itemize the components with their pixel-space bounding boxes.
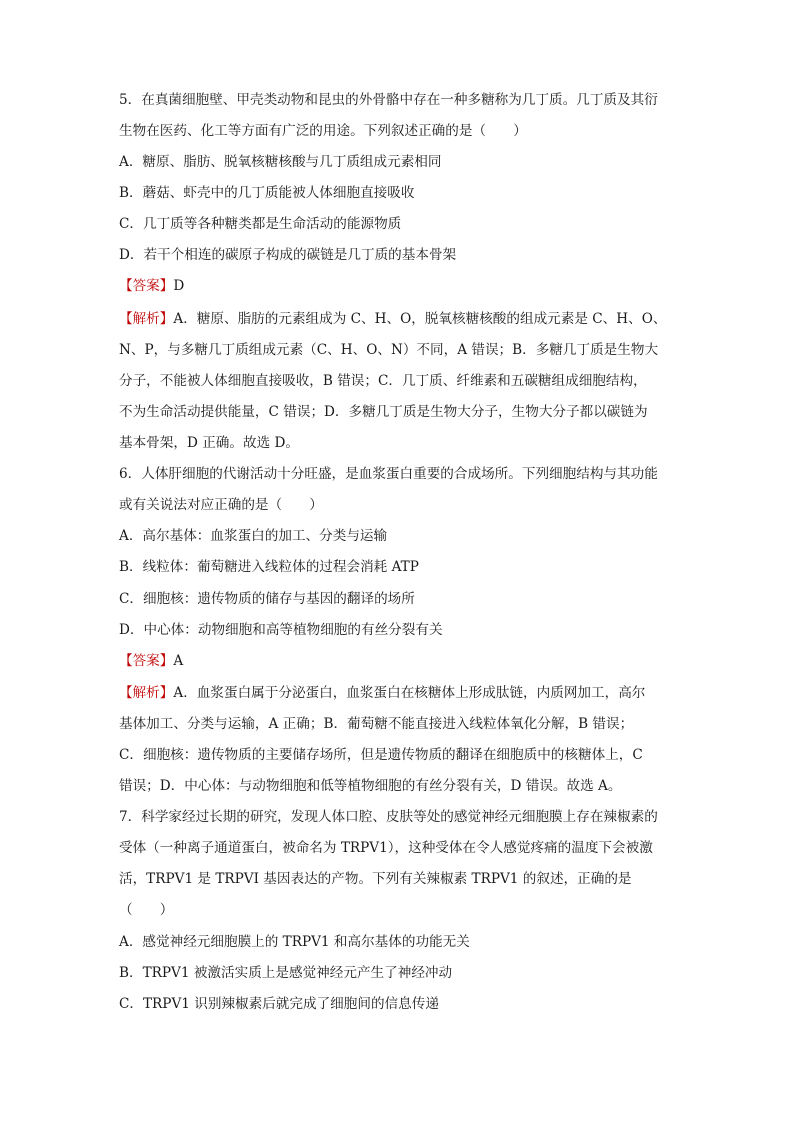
q7-stem-line-3: 活，TRPV1 是 TRPVI 基因表达的产物。下列有关辣椒素 TRPV1 的叙述，正确的是: [119, 871, 632, 887]
analysis-tag: 【解析】: [119, 311, 174, 327]
analysis-tag: 【解析】: [119, 685, 174, 701]
q5-stem-line-1: 5．在真菌细胞壁、甲壳类动物和昆虫的外骨骼中存在一种多糖称为几丁质。几丁质及其衍: [119, 92, 658, 108]
q6-analysis-line-2: 基体加工、分类与运输，A 正确；B．葡萄糖不能直接进入线粒体氧化分解，B 错误；: [119, 716, 634, 732]
q6-analysis-line-1: [119, 683, 645, 703]
q6-analysis-line-4: 错误；D．中心体：与动物细胞和低等植物细胞的有丝分裂有关，D 错误。故选 A。: [119, 778, 622, 794]
q6-option-d: D．中心体：动物细胞和高等植物细胞的有丝分裂有关: [119, 622, 443, 638]
q5-analysis-line-3: 分子，不能被人体细胞直接吸收，B 错误；C．几丁质、纤维素和五碳糖组成细胞结构，: [119, 373, 647, 389]
q7-option-b: B．TRPV1 被激活实质上是感觉神经元产生了神经冲动: [119, 965, 453, 981]
q7-option-c: C．TRPV1 识别辣椒素后就完成了细胞间的信息传递: [119, 996, 439, 1012]
answer-tag: 【答案】: [119, 653, 174, 669]
q5-option-d: D．若干个相连的碳原子构成的碳链是几丁质的基本骨架: [119, 247, 457, 263]
answer-value: D: [173, 278, 185, 294]
q6-option-b: B．线粒体：葡萄糖进入线粒体的过程会消耗 ATP: [119, 559, 419, 575]
q5-option-b: B．蘑菇、虾壳中的几丁质能被人体细胞直接吸收: [119, 185, 415, 201]
q5-analysis-line-1: [119, 309, 666, 329]
q7-stem-line-1: 7．科学家经过长期的研究，发现人体口腔、皮肤等处的感觉神经元细胞膜上存在辣椒素的: [119, 809, 658, 825]
answer-value: A: [173, 653, 184, 669]
q6-stem-line-1: 6．人体肝细胞的代谢活动十分旺盛，是血浆蛋白重要的合成场所。下列细胞结构与其功能: [119, 466, 658, 482]
q7-stem-line-2: 受体（一种离子通道蛋白，被命名为 TRPV1），这种受体在令人感觉疼痛的温度下会被激: [119, 840, 653, 856]
analysis-text: A．糖原、脂肪的元素组成为 C、H、O，脱氧核糖核酸的组成元素是 C、H、O、: [173, 311, 667, 327]
q6-stem-line-2: 或有关说法对应正确的是（ ）: [119, 497, 323, 513]
answer-tag: 【答案】: [119, 278, 174, 294]
q5-answer: [119, 276, 184, 296]
q6-analysis-line-3: C．细胞核：遗传物质的主要储存场所，但是遗传物质的翻译在细胞质中的核糖体上，C: [119, 747, 643, 763]
q6-option-c: C．细胞核：遗传物质的储存与基因的翻译的场所: [119, 591, 415, 607]
q5-stem-line-2: 生物在医药、化工等方面有广泛的用途。下列叙述正确的是（ ）: [119, 123, 527, 139]
q7-stem-line-4: （ ）: [119, 902, 174, 918]
q6-answer: [119, 651, 183, 671]
q5-analysis-line-4: 不为生命活动提供能量，C 错误；D．多糖几丁质是生物大分子，生物大分子都以碳链为: [119, 404, 648, 420]
q7-option-a: A．感觉神经元细胞膜上的 TRPV1 和高尔基体的功能无关: [119, 934, 470, 950]
q6-option-a: A．高尔基体：血浆蛋白的加工、分类与运输: [119, 528, 388, 544]
q5-analysis-line-2: N、P，与多糖几丁质组成元素（C、H、O、N）不同，A 错误；B．多糖几丁质是生物大: [119, 342, 659, 358]
q5-option-a: A．糖原、脂肪、脱氧核糖核酸与几丁质组成元素相同: [119, 154, 442, 170]
analysis-text: A．血浆蛋白属于分泌蛋白，血浆蛋白在核糖体上形成肽链，内质网加工，高尔: [173, 685, 646, 701]
q5-analysis-line-5: 基本骨架，D 正确。故选 D。: [119, 435, 299, 451]
q5-option-c: C．几丁质等各种糖类都是生命活动的能源物质: [119, 216, 402, 232]
